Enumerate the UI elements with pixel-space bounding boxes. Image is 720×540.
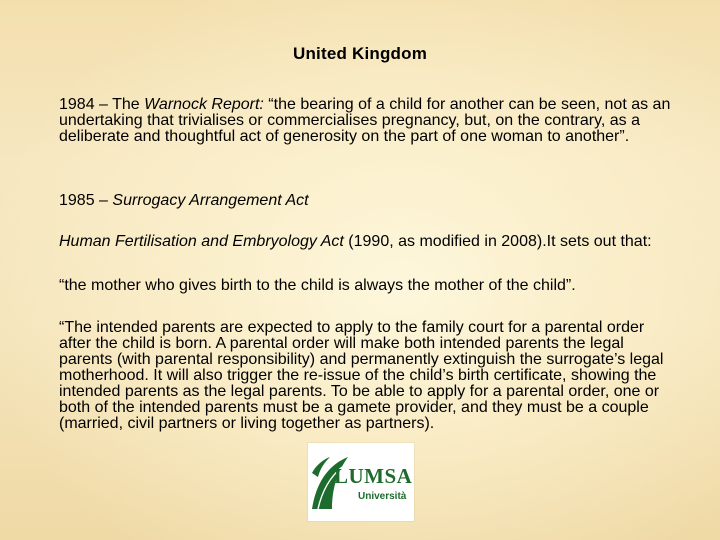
mother-quote-paragraph	[59, 278, 675, 294]
lumsa-logo	[308, 443, 414, 521]
p1-italic: Warnock Report:	[144, 96, 264, 113]
p5-text: “The intended parents are expected to apply to the family court for a parental order after the child is born. A parental order will make both intended parents the legal parents (with parental responsibility) and permanently extinguish the surrogate’s legal motherhood. It will also trigger the re-issue of the child’s birth certificate, showing the intended parents as the legal parents. To be able to apply for a parental order, one or both of the intended parents must be a gamete provider, and they must be a couple (married, civil partners or living together as partners).	[59, 319, 664, 432]
surrogacy-act-paragraph	[59, 193, 675, 209]
p2-italic: Surrogacy Arrangement Act	[112, 192, 309, 209]
slide-title: United Kingdom	[292, 44, 428, 63]
parental-order-paragraph	[59, 320, 675, 432]
lumsa-logo-graphic	[308, 443, 414, 521]
p2-lead: 1985 –	[59, 192, 113, 209]
p4-text: “the mother who gives birth to the child is always the mother of the child”.	[59, 277, 576, 294]
p1-rest: “the bearing of a child for another can be seen, not as an undertaking that trivialises or commercialises pregnancy, but, on the contrary, as a deliberate and thoughtful act of generosity on the part of one woman to another”.	[59, 96, 671, 145]
p3-italic: Human Fertilisation and Embryology Act	[59, 233, 344, 250]
logo-subtitle: Università	[358, 491, 407, 502]
hfe-act-paragraph	[59, 234, 675, 250]
p3-rest: (1990, as modified in 2008).It sets out that:	[343, 233, 652, 250]
logo-name: LUMSA	[334, 464, 413, 488]
warnock-report-paragraph	[59, 97, 675, 145]
p1-lead: 1984 – The	[59, 96, 145, 113]
